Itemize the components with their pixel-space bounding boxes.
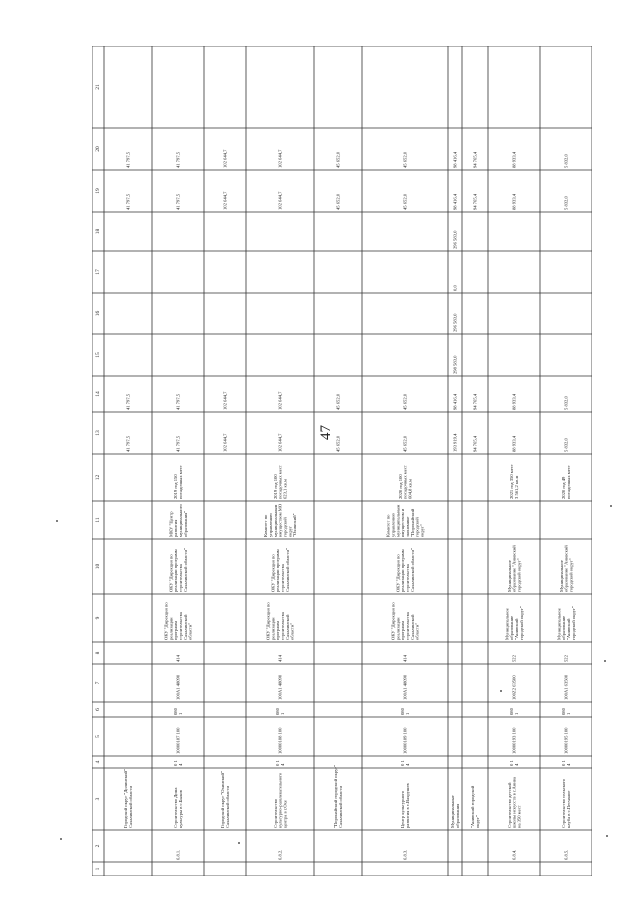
table-cell-v_gorod_14: 41 797,5 bbox=[125, 393, 131, 410]
table-cell-v_gorod_13: 41 797,5 bbox=[125, 435, 131, 452]
table-cell-c11_682: Комитет поуправлениюмуниципальнымимуществом МОгородскойокруг"Охинский" bbox=[263, 503, 298, 537]
table-cell-c10_685: Муниципальноеобразование "Анивскийгородской округ" bbox=[558, 545, 574, 592]
table-cell-c8_683: 414 bbox=[402, 655, 408, 662]
table-cell-v_ozersk_13: 102 644,7 bbox=[222, 433, 228, 452]
table-cell-c7_682: 100А1 48090 bbox=[277, 674, 283, 700]
column-number-18: 18 bbox=[95, 228, 101, 235]
scan-speck bbox=[604, 660, 606, 662]
table-cell-c9_683: ОКУ "Дирекция пореализациипрограммстроительстваСахалинскойобласти" bbox=[390, 602, 420, 640]
table-cell-c8_682: 414 bbox=[277, 655, 283, 662]
table-cell-c6_683: 0801 bbox=[400, 708, 411, 715]
table-cell-v_682_13: 102 644,7 bbox=[277, 433, 283, 452]
table-cell-c12_684: 2021 год 350 мест3 561,2 кв.м bbox=[509, 464, 520, 499]
scan-speck bbox=[238, 842, 240, 844]
table-cell-v_munic_17: 0,0 bbox=[452, 285, 458, 291]
column-number-8: 8 bbox=[95, 651, 101, 655]
table-cell-v_681_14: 41 797,5 bbox=[175, 393, 181, 410]
table-cell-v_683_19: 45 652,0 bbox=[402, 193, 408, 210]
table-cell-d_682: Строительствокультурно-развлекательногоцентра в г.Охе bbox=[272, 772, 288, 828]
table-cell-c10_684: Муниципальноеобразование "Анивскийгородской округ" bbox=[506, 545, 522, 592]
table-cell-v_munic_19: 98 416,4 bbox=[452, 193, 458, 210]
scan-speck bbox=[56, 520, 58, 522]
table-cell-v_munic_13: 193 919,4 bbox=[452, 433, 458, 452]
table-cell-c5_682: 10000188 100 bbox=[277, 727, 283, 754]
table-cell-v_685_20: 5 832,0 bbox=[563, 154, 569, 168]
table-cell-v_aniva_14: 94 765,4 bbox=[472, 393, 478, 410]
column-number-1: 1 bbox=[95, 867, 101, 871]
column-number-4: 4 bbox=[95, 760, 101, 764]
table-cell-c8_684: 522 bbox=[511, 655, 517, 662]
column-number-3: 3 bbox=[95, 797, 101, 801]
scan-speck bbox=[610, 505, 612, 507]
table-cell-c5_685: 10000195 100 bbox=[563, 727, 569, 754]
table-cell-h_aniva: "Анивский городскойокруг" bbox=[470, 785, 481, 828]
column-number-10: 10 bbox=[95, 563, 101, 570]
table-cell-g_684: 0 14 bbox=[509, 760, 520, 766]
table-cell-c10_683: ОКУ "Дирекция пореализации программстроительстваСахалинской области" bbox=[395, 548, 415, 592]
table-cell-v_685_13: 5 832,0 bbox=[563, 438, 569, 452]
table-cell-v_682_20: 102 644,7 bbox=[277, 149, 283, 168]
table-cell-c7_683: 100А1 48090 bbox=[402, 674, 408, 700]
table-cell-g_682: 0 14 bbox=[275, 760, 286, 766]
table-cell-d_681: Строительство Домакультуры в с.Быков bbox=[173, 787, 184, 828]
table-cell-c11_683: Комитет поуправлениюмуниципальнымимуществом иэкономике"Поронайскийгородскойокруг" bbox=[385, 504, 425, 537]
column-number-13: 13 bbox=[95, 430, 101, 436]
table-cell-g_681: 0 14 bbox=[173, 760, 184, 766]
table-cell-c9_682: ОКУ "Дирекция пореализациипрограммстроительстваСахалинскойобласти" bbox=[265, 602, 295, 640]
column-number-20: 20 bbox=[95, 146, 101, 152]
table-cell-c10_682: ОКУ "Дирекция пореализации программстроительстваСахалинской области" bbox=[270, 548, 290, 592]
table-cell-v_681_19: 41 797,5 bbox=[175, 193, 181, 210]
column-number-2: 2 bbox=[95, 844, 101, 848]
table-cell-v_681_20: 41 797,5 bbox=[175, 151, 181, 168]
scan-speck bbox=[500, 690, 502, 692]
table-cell-d_683: Центр культурногоразвития в с.Вахрушев bbox=[400, 783, 411, 828]
table-cell-v_aniva_19: 94 765,4 bbox=[472, 193, 478, 210]
table-cell-n_684: 6.8.4. bbox=[511, 849, 517, 860]
table-cell-v_684_20: 88 933,4 bbox=[511, 151, 517, 168]
table-cell-v_682_14: 102 644,7 bbox=[277, 391, 283, 410]
page-number: 47 bbox=[318, 425, 334, 440]
scan-speck bbox=[606, 835, 608, 837]
table-cell-v_poronay_19: 45 652,0 bbox=[335, 193, 341, 210]
table-cell-v_ozersk_19: 102 644,7 bbox=[222, 191, 228, 210]
rotated-data-table bbox=[92, 46, 592, 876]
table-cell-v_684_19: 88 933,4 bbox=[511, 193, 517, 210]
table-cell-c6_685: 0801 bbox=[561, 708, 572, 715]
table-cell-c12_682: 2019 год 100посадочных мест623,1 кв.м bbox=[272, 465, 288, 499]
table-cell-c12_685: 2020 год 49посадочных мест bbox=[561, 465, 572, 499]
table-cell-g_685: 0 14 bbox=[561, 760, 572, 766]
table-cell-n_681: 6.8.1. bbox=[175, 849, 181, 860]
table-cell-c9_681: ОКУ "Дирекция пореализациипрограммстроительстваСахалинскойобласти" bbox=[163, 602, 193, 640]
column-number-7: 7 bbox=[95, 681, 101, 685]
column-number-12: 12 bbox=[95, 474, 101, 481]
table-cell-c7_681: 100А1 48090 bbox=[175, 674, 181, 700]
column-number-9: 9 bbox=[95, 616, 101, 620]
table-cell-v_684_14: 88 933,4 bbox=[511, 393, 517, 410]
table-cell-c12_681: 2019 год 150посадочных мест bbox=[173, 465, 184, 499]
table-cell-n_682: 6.8.2. bbox=[277, 849, 283, 860]
table-cell-h_poronay: "Поронайский городской округ"Сахалинской области bbox=[333, 764, 344, 828]
table-cell-c5_683: 10000189 100 bbox=[402, 727, 408, 754]
table-cell-c6_682: 0801 bbox=[275, 708, 286, 715]
table-cell-v_munic_14: 98 416,4 bbox=[452, 393, 458, 410]
column-number-11: 11 bbox=[95, 517, 101, 523]
table-cell-v_aniva_20: 94 765,4 bbox=[472, 151, 478, 168]
table-cell-c7_684: 100Z2 63500 bbox=[511, 675, 517, 700]
table-cell-v_aniva_13: 94 765,4 bbox=[472, 435, 478, 452]
table-cell-c10_681: ОКУ "Дирекция пореализации программстроительстваСахалинской области" bbox=[168, 548, 188, 592]
column-number-21: 21 bbox=[95, 84, 101, 90]
table-cell-h_munic: Муниципальныеобразования bbox=[450, 795, 461, 828]
table-cell-c9_684: Муниципальноеобразование"Анивскийгородской округ" bbox=[504, 606, 524, 640]
table-cell-d_685: Строительство сельскогоклуба в с.Песчаное bbox=[561, 778, 572, 828]
table-cell-v_poronay_13: 45 652,0 bbox=[335, 435, 341, 452]
column-number-16: 16 bbox=[95, 310, 101, 317]
table-cell-g_683: 0 14 bbox=[400, 760, 411, 766]
table-cell-c9_685: Муниципальноеобразование"Анивскийгородской округ" bbox=[556, 606, 576, 640]
table-cell-n_685: 6.8.5. bbox=[563, 849, 569, 860]
table-cell-v_682_19: 102 644,7 bbox=[277, 191, 283, 210]
table-cell-v_munic_20: 98 416,4 bbox=[452, 151, 458, 168]
column-number-6: 6 bbox=[95, 708, 101, 711]
table-cell-v_munic_16: 296 583,0 bbox=[452, 313, 458, 332]
table-cell-c6_681: 0801 bbox=[173, 708, 184, 715]
table-cell-c6_684: 0801 bbox=[509, 708, 520, 715]
table-cell-v_ozersk_14: 102 644,7 bbox=[222, 391, 228, 410]
table-cell-v_munic_15: 298 583,0 bbox=[452, 355, 458, 374]
table-cell-v_munic_18: 296 583,0 bbox=[452, 230, 458, 249]
table-cell-c5_684: 10000193 100 bbox=[511, 727, 517, 754]
column-number-5: 5 bbox=[95, 735, 101, 738]
table-cell-v_poronay_14: 45 652,0 bbox=[335, 393, 341, 410]
scan-speck bbox=[60, 838, 62, 840]
column-number-14: 14 bbox=[95, 391, 101, 397]
table-cell-v_ozersk_20: 102 644,7 bbox=[222, 149, 228, 168]
column-number-19: 19 bbox=[95, 188, 101, 194]
table-cell-c11_681: МКУ "Центрразвитиямуниципальногообразования" bbox=[168, 504, 188, 537]
table-cell-v_681_13: 41 797,5 bbox=[175, 435, 181, 452]
table-cell-v_683_13: 45 652,0 bbox=[402, 435, 408, 452]
table-cell-c8_681: 414 bbox=[175, 655, 181, 662]
table-cell-v_683_20: 45 652,0 bbox=[402, 151, 408, 168]
table-cell-c5_681: 10000187 100 bbox=[175, 727, 181, 754]
table-cell-v_683_14: 45 652,0 bbox=[402, 393, 408, 410]
table-cell-c8_685: 522 bbox=[563, 655, 569, 662]
table-cell-h_gorod: Городской округ "Долинский"Сахалинской области bbox=[123, 769, 134, 828]
table-cell-v_685_19: 5 832,0 bbox=[563, 196, 569, 210]
table-cell-c12_683: 2020 год 100посадочных мест604,8 кв.м bbox=[397, 465, 413, 499]
column-number-15: 15 bbox=[95, 352, 101, 358]
table-cell-v_poronay_20: 45 652,0 bbox=[335, 151, 341, 168]
table-cell-v_684_13: 88 933,4 bbox=[511, 435, 517, 452]
table-cell-c7_685: 100А1 63500 bbox=[563, 674, 569, 700]
table-cell-v_gorod_20: 41 797,5 bbox=[125, 151, 131, 168]
table-cell-v_685_14: 5 832,0 bbox=[563, 396, 569, 410]
table-cell-v_gorod_19: 41 797,5 bbox=[125, 193, 131, 210]
table-cell-d_684: Строительство детскойшколы искусств в г.Анивана 350 мест bbox=[506, 777, 522, 828]
table-cell-h_ozersk: Городской округ "Охинский"Сахалинской области bbox=[220, 771, 231, 828]
column-number-17: 17 bbox=[95, 269, 101, 275]
table-cell-n_683: 6.8.3. bbox=[402, 849, 408, 860]
